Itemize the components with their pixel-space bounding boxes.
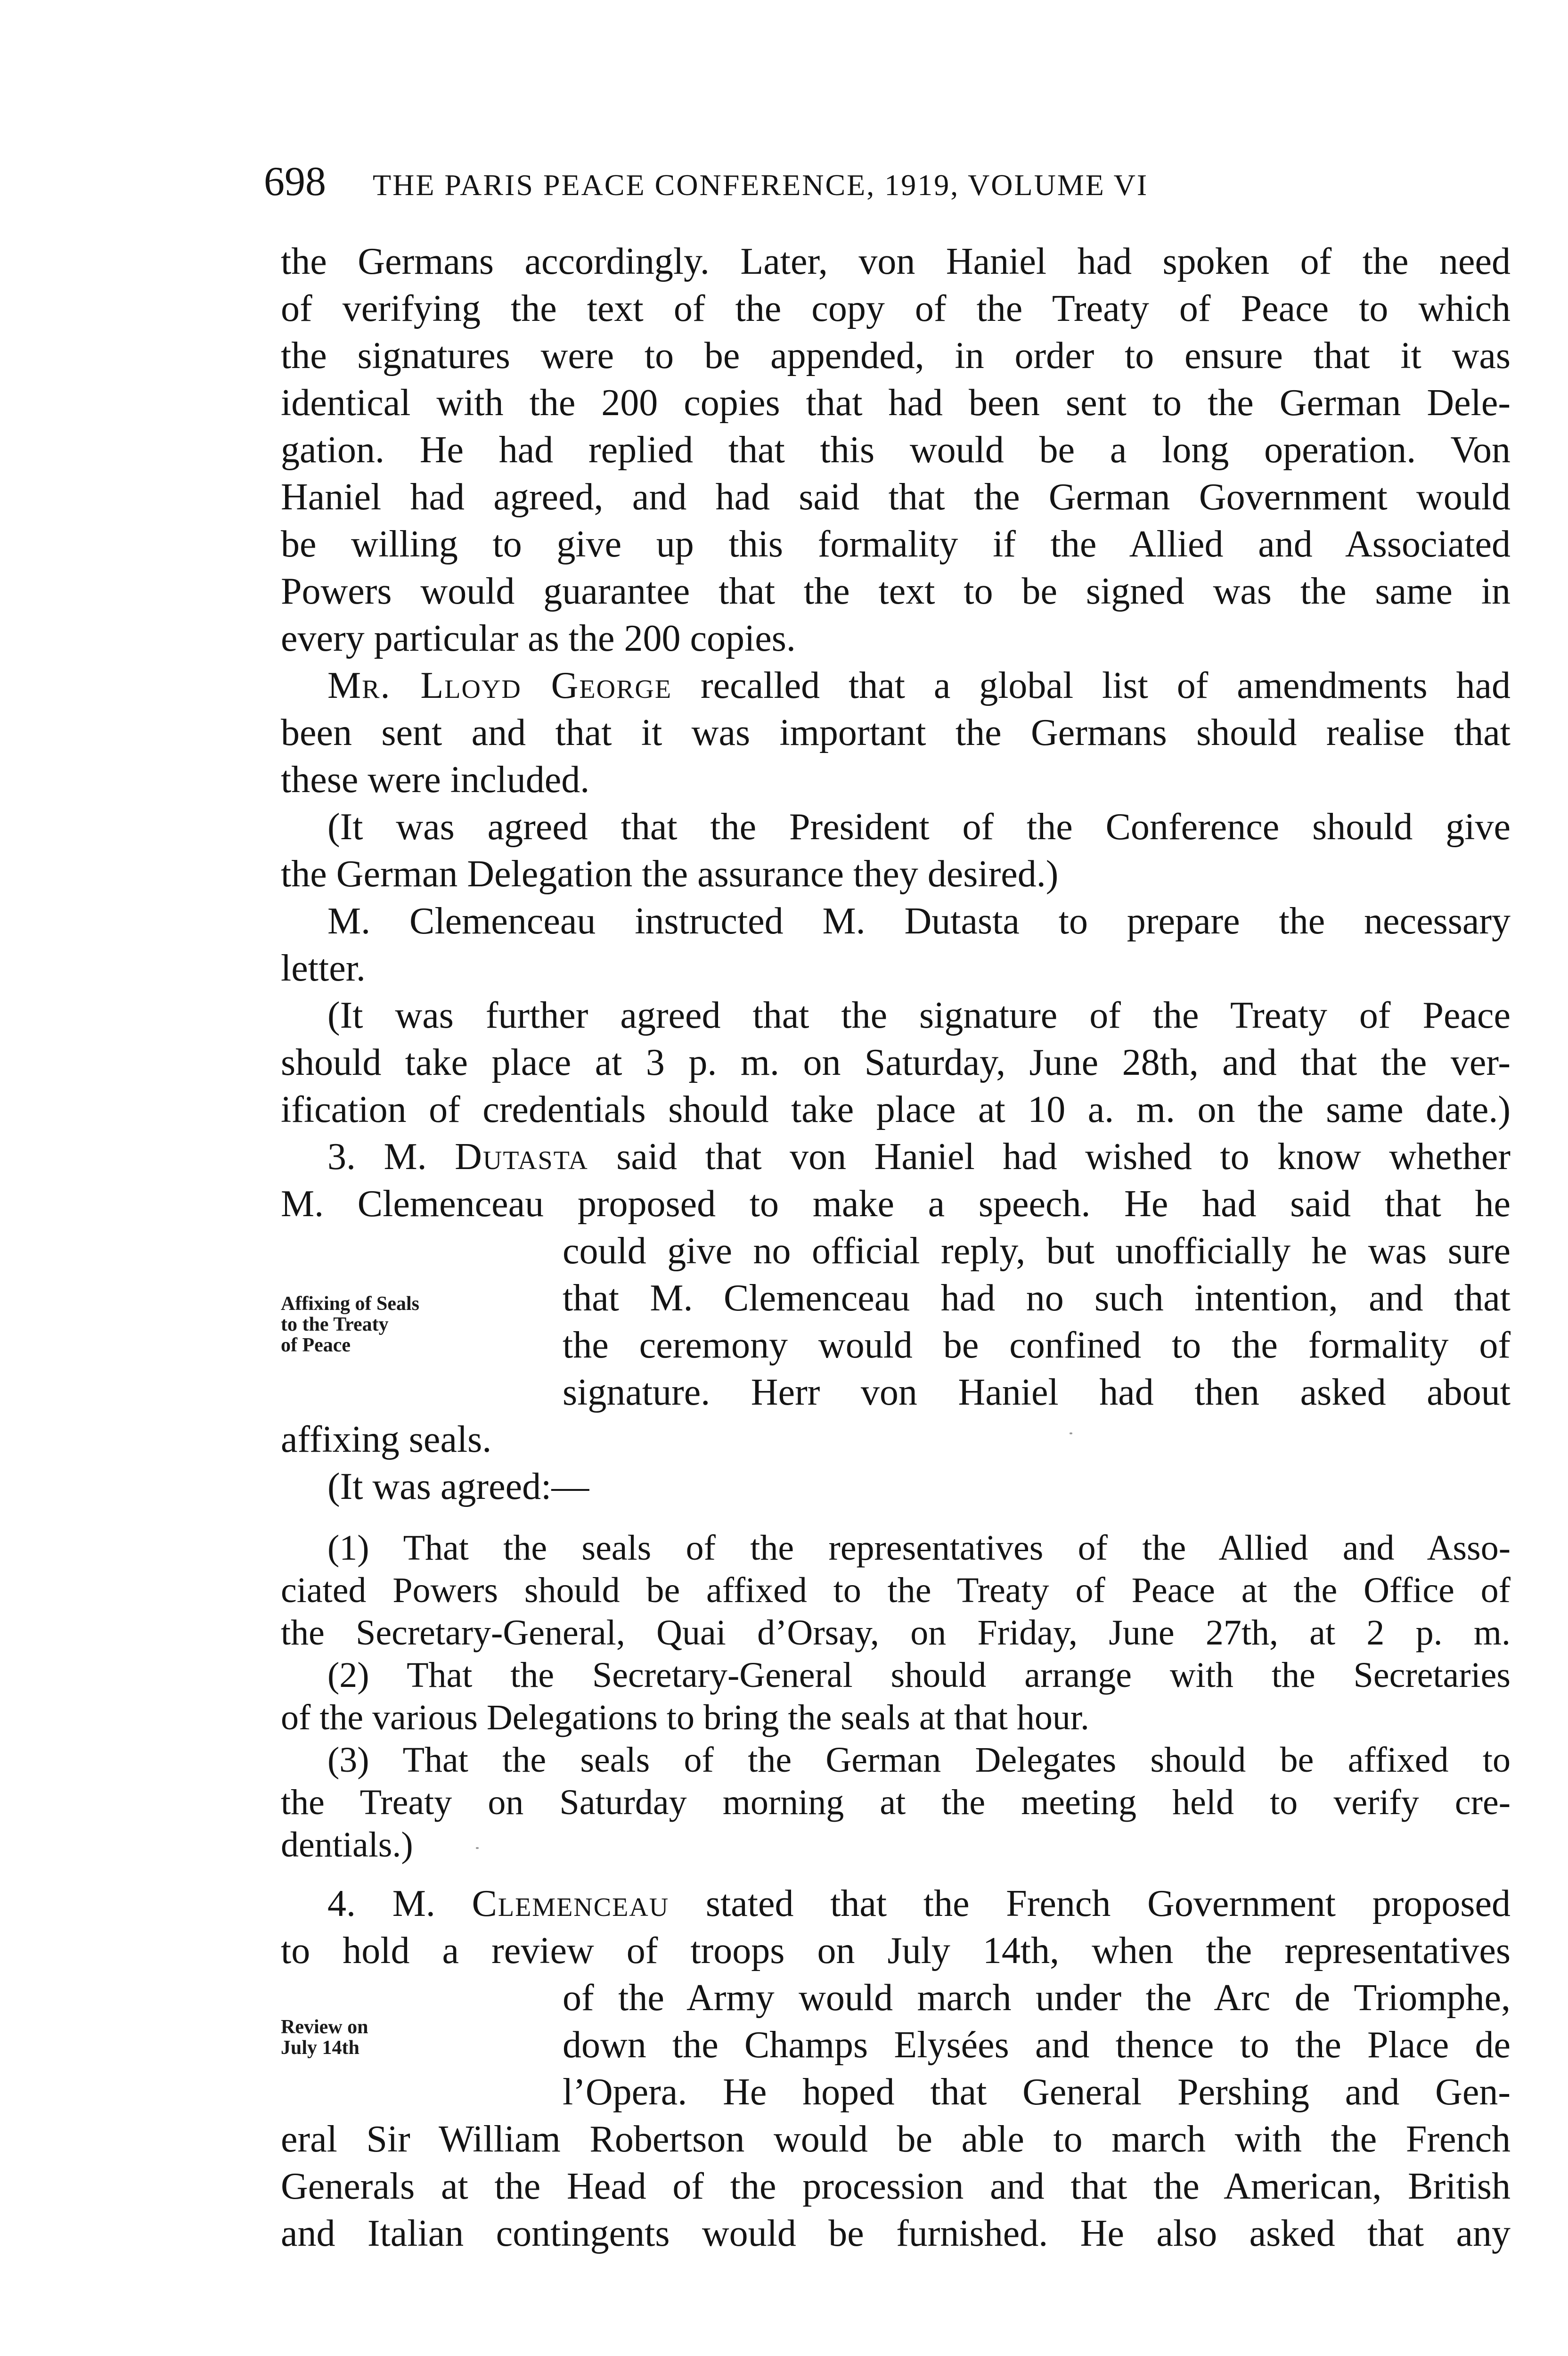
list-item: (2) That the Secretary-General should arrange with the Secretaries [327, 1655, 1511, 1695]
body-line: Mr. Lloyd George recalled that a global list of amendments had [327, 665, 1511, 706]
list-item: of the various Delegations to bring the seals at that hour. [281, 1698, 1089, 1737]
body-line: that M. Clemenceau had no such intention, and that [563, 1277, 1511, 1319]
body-line: the signatures were to be appended, in order to ensure that it was [281, 335, 1511, 376]
body-line: down the Champs Elysées and thence to the Place de [563, 2024, 1511, 2066]
marginal-note-review: Review on July 14th [281, 2016, 368, 2059]
page-header [264, 158, 1508, 210]
marginal-note-seals: Affixing of Seals to the Treaty of Peace [281, 1293, 419, 1356]
body-line: (It was further agreed that the signature of the Treaty of Peace [327, 995, 1511, 1036]
body-line: the German Delegation the assurance they desired.) [281, 853, 1059, 895]
list-item: dentials.) [281, 1825, 413, 1865]
list-item: ciated Powers should be affixed to the Treaty of Peace at the Office of [281, 1571, 1511, 1610]
body-line: and Italian contingents would be furnished. He also asked that any [281, 2213, 1511, 2254]
body-line: (It was agreed:— [327, 1466, 589, 1507]
body-line: these were included. [281, 759, 590, 801]
body-line: should take place at 3 p. m. on Saturday, June 28th, and that the ver- [281, 1042, 1511, 1083]
body-line: M. Clemenceau proposed to make a speech. He had said that he [281, 1183, 1511, 1225]
speaker-name: Clemenceau [472, 1883, 670, 1924]
body-line: the ceremony would be confined to the formality of [563, 1325, 1511, 1366]
list-item: the Treaty on Saturday morning at the meeting held to verify cre- [281, 1783, 1511, 1822]
body-line: Generals at the Head of the procession and that the American, British [281, 2166, 1511, 2207]
body-line: could give no official reply, but unofficially he was sure [563, 1230, 1511, 1272]
body-line: been sent and that it was important the Germans should realise that [281, 712, 1511, 753]
body-line: identical with the 200 copies that had been sent to the German Dele- [281, 382, 1511, 424]
body-line: of the Army would march under the Arc de Triomphe, [563, 1977, 1511, 2019]
scan-speck [1070, 1432, 1072, 1434]
body-line: affixing seals. [281, 1419, 492, 1460]
page-number: 698 [264, 159, 326, 205]
body-line: be willing to give up this formality if the Allied and Associated [281, 524, 1511, 565]
body-line: gation. He had replied that this would be a long operation. Von [281, 429, 1511, 471]
body-line: eral Sir William Robertson would be able to march with the French [281, 2119, 1511, 2160]
body-line: letter. [281, 948, 366, 989]
body-line: l’Opera. He hoped that General Pershing and Gen- [563, 2071, 1511, 2113]
body-line: signature. Herr von Haniel had then asked about [563, 1372, 1511, 1413]
body-line: Powers would guarantee that the text to be signed was the same in [281, 571, 1511, 612]
body-line: to hold a review of troops on July 14th, when the representatives [281, 1930, 1511, 1972]
speaker-name: Mr. Lloyd George [327, 665, 672, 706]
body-line: 4. M. Clemenceau stated that the French Government proposed [327, 1883, 1511, 1924]
body-line: ification of credentials should take place at 10 a. m. on the same date.) [281, 1089, 1511, 1130]
list-item: (3) That the seals of the German Delegates should be affixed to [327, 1740, 1511, 1780]
list-item: the Secretary-General, Quai d’Orsay, on Friday, June 27th, at 2 p. m. [281, 1613, 1511, 1652]
body-line: M. Clemenceau instructed M. Dutasta to prepare the necessary [327, 900, 1511, 942]
running-title: THE PARIS PEACE CONFERENCE, 1919, VOLUME VI [373, 168, 1149, 202]
scan-speck [476, 1847, 479, 1849]
body-line: the Germans accordingly. Later, von Haniel had spoken of the need [281, 241, 1511, 282]
body-line: of verifying the text of the copy of the Treaty of Peace to which [281, 288, 1511, 329]
speaker-name: Dutasta [455, 1136, 588, 1178]
list-item: (1) That the seals of the representatives of the Allied and Asso- [327, 1528, 1511, 1568]
body-line: Haniel had agreed, and had said that the German Government would [281, 476, 1511, 518]
body-line: 3. M. Dutasta said that von Haniel had wished to know whether [327, 1136, 1511, 1178]
body-line: every particular as the 200 copies. [281, 618, 796, 659]
body-line: (It was agreed that the President of the Conference should give [327, 806, 1511, 848]
